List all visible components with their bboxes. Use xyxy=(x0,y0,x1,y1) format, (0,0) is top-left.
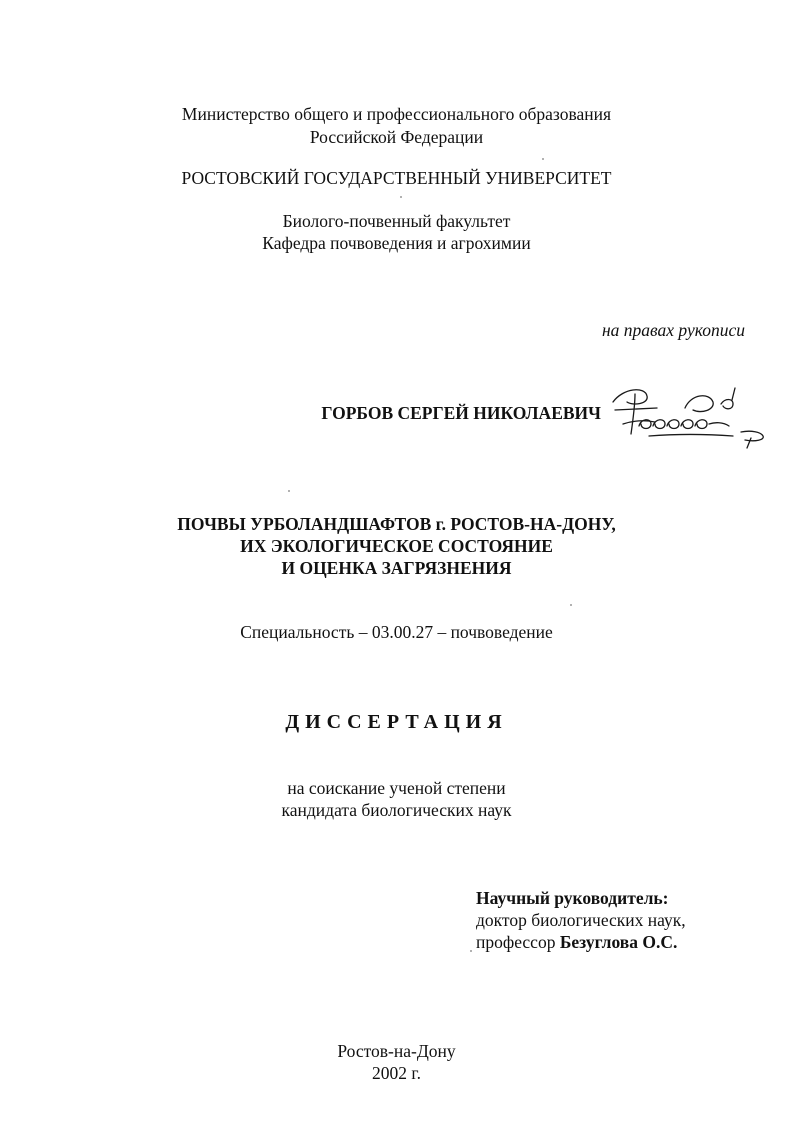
degree-line-1: на соискание ученой степени xyxy=(287,778,506,798)
degree-line-2: кандидата биологических наук xyxy=(281,800,512,820)
department-name: Кафедра почвоведения и агрохимии xyxy=(262,233,531,253)
speciality-line: Специальность – 03.00.27 – почвоведение xyxy=(240,622,553,642)
faculty-name: Биолого-почвенный факультет xyxy=(282,211,511,231)
scan-speck xyxy=(288,490,290,492)
scan-speck xyxy=(400,196,402,198)
ministry-line-1: Министерство общего и профессионального образования xyxy=(181,104,612,124)
university-name: РОСТОВСКИЙ ГОСУДАРСТВЕННЫЙ УНИВЕРСИТЕТ xyxy=(181,168,612,188)
thesis-title-line-1: ПОЧВЫ УРБОЛАНДШАФТОВ г. РОСТОВ-НА-ДОНУ, xyxy=(177,514,616,534)
scan-speck xyxy=(570,604,572,606)
thesis-title-line-2: ИХ ЭКОЛОГИЧЕСКОЕ СОСТОЯНИЕ xyxy=(240,536,553,556)
author-signature-icon xyxy=(605,380,770,450)
advisor-degree: доктор биологических наук, xyxy=(476,910,686,930)
manuscript-note: на правах рукописи xyxy=(602,320,745,340)
author-name: ГОРБОВ СЕРГЕЙ НИКОЛАЕВИЧ xyxy=(321,403,601,423)
year: 2002 г. xyxy=(372,1063,421,1083)
advisor-name: Безуглова О.С. xyxy=(559,932,678,952)
thesis-title-line-3: И ОЦЕНКА ЗАГРЯЗНЕНИЯ xyxy=(281,558,512,578)
ministry-line-2: Российской Федерации xyxy=(309,127,484,147)
scan-speck xyxy=(470,950,472,952)
document-type: ДИССЕРТАЦИЯ xyxy=(285,711,508,733)
scan-speck xyxy=(542,158,544,160)
advisor-heading: Научный руководитель: xyxy=(476,888,669,908)
advisor-title-prefix: профессор xyxy=(476,932,560,952)
advisor-position-line xyxy=(476,931,677,953)
city: Ростов-на-Дону xyxy=(337,1041,456,1061)
